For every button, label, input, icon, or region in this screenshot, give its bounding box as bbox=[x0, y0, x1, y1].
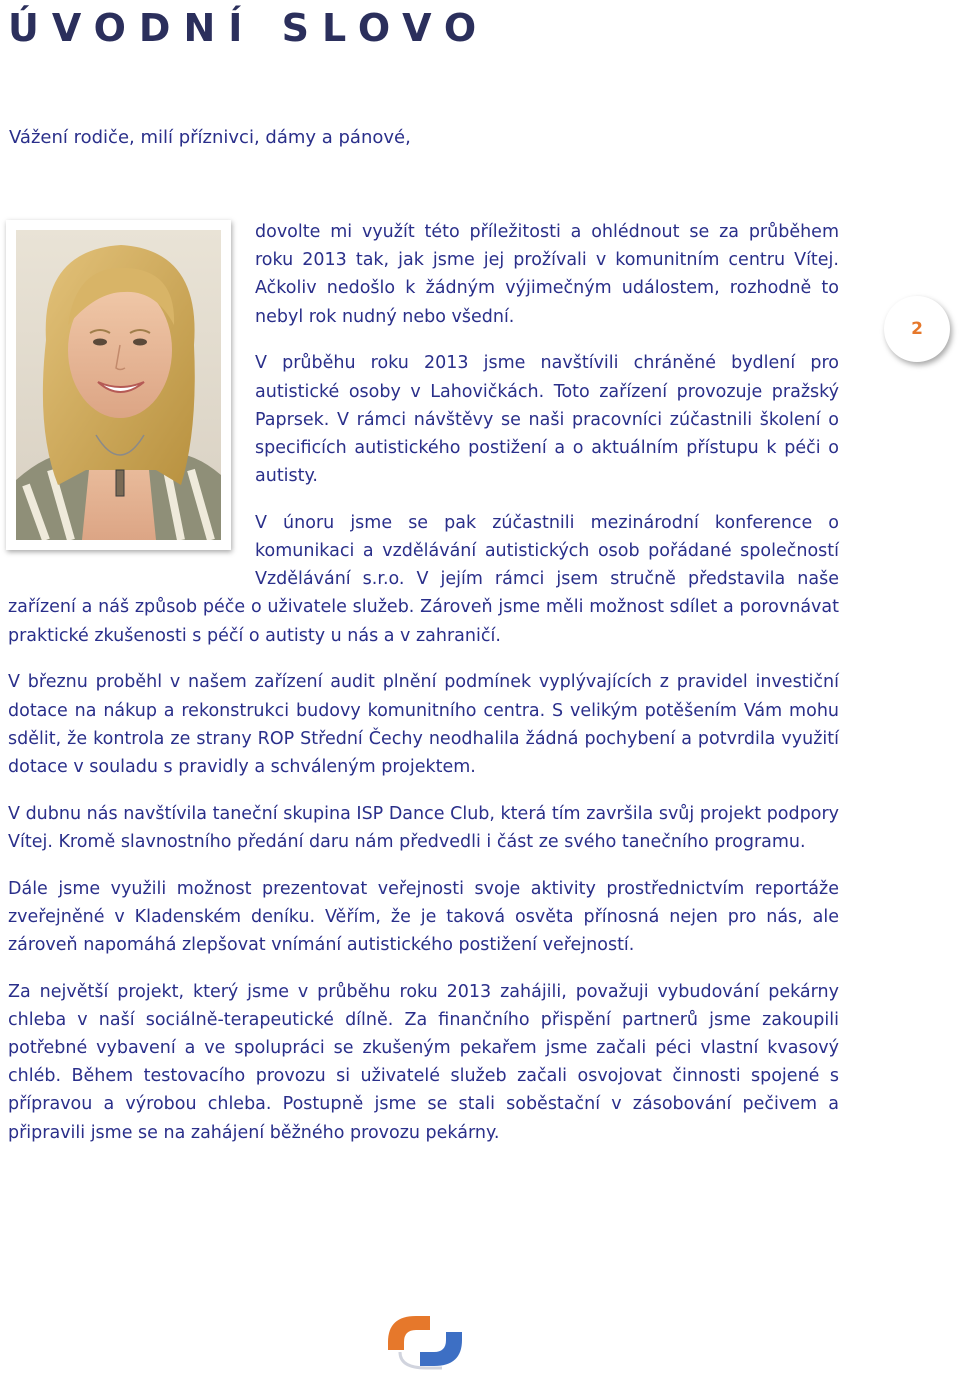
paragraph-lahovicky: V průběhu roku 2013 jsme navštívili chráněné bydlení pro autistické osoby v Lahovičkách. Toto zařízení provozuje pražský Paprsek. V rámci návštěvy se naši pracovníci zúčastnili školení o specificích autistického postižení a o aktuálním přístupu k péči o autisty. bbox=[255, 353, 839, 487]
organization-logo-icon bbox=[382, 1310, 468, 1372]
paragraph-intro: dovolte mi využít této příležitosti a ohlédnout se za průběhem roku 2013 tak, jak jsme jej prožívali v komunitním centru Vítej. Ačkoliv nedošlo k žádným výjimečným událostem, rozhodně to nebyl rok nudný nebo všední. bbox=[255, 222, 839, 327]
body-text bbox=[8, 218, 839, 1165]
greeting-line: Vážení rodiče, milí příznivci, dámy a pánové, bbox=[9, 127, 411, 148]
paragraph-audit: V březnu proběhl v našem zařízení audit plnění podmínek vyplývajících z pravidel investiční dotace na nákup a rekonstrukci budovy komunitního centra. S velikým potěšením Vám mohu sdělit, že kontrola ze strany ROP Střední Čechy neodhalila žádná pochybení a potvrdila využití dotace v souladu s pravidly a schváleným projektem. bbox=[8, 672, 839, 777]
paragraph-bakery: Za největší projekt, který jsme v průběhu roku 2013 zahájili, považuji vybudování pekárny chleba v naší sociálně-terapeutické dílně. Za finančního přispění partnerů jsme zakoupili potřebné vybavení a ve spolupráci se zkušeným pekařem jsme začali péci vlastní kvasový chléb. Během testovacího provozu si uživatelé služeb začali osvojovat činnosti spojené s přípravou a výrobou chleba. Postupně jsme se stali soběstační v zásobování pečivem a připravili jsme se na zahájení běžného provozu pekárny. bbox=[8, 981, 839, 1143]
photo-wrap-space bbox=[8, 218, 255, 566]
page-number: 2 bbox=[911, 319, 923, 339]
paragraph-conference: V únoru jsme se pak zúčastnili mezinárodní konference o komunikaci a vzdělávání autistických osob pořádané společností Vzdělávání s.r.o. V jejím rámci jsem stručně představila naše zařízení a náš způsob péče o uživatele služeb. Zároveň jsme měli možnost sdílet a porovnávat praktické zkušenosti s péčí o autisty u nás a v zahraničí. bbox=[8, 512, 839, 646]
page-title: ÚVODNÍ SLOVO bbox=[8, 6, 490, 50]
page-number-badge bbox=[884, 296, 950, 362]
paragraph-dance-club: V dubnu nás navštívila taneční skupina ISP Dance Club, která tím završila svůj projekt podpory Vítej. Kromě slavnostního předání daru nám předvedli i část ze svého tanečního programu. bbox=[8, 803, 839, 852]
paragraph-media: Dále jsme využili možnost prezentovat veřejnosti svoje aktivity prostřednictvím reportáže zveřejněné v Kladenském deníku. Věřím, že je taková osvěta přínosná nejen pro nás, ale zároveň napomáhá zlepšovat vnímání autistického postižení veřejností. bbox=[8, 878, 839, 955]
